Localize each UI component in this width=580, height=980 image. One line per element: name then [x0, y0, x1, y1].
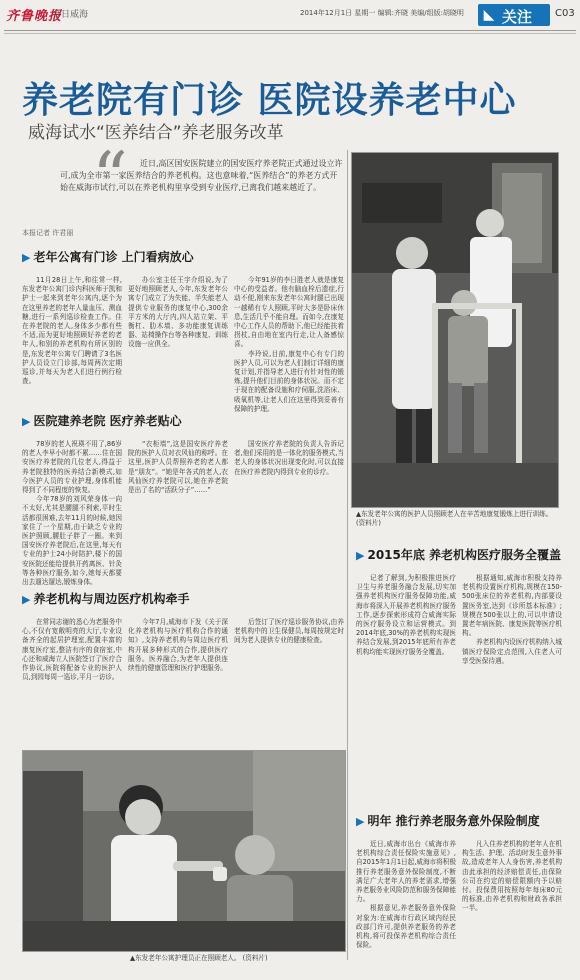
photo-rehab-training: [351, 152, 559, 508]
section-3-col-3: 后签订了医疗巡诊服务协议,由养老机构中的卫生保健员,每周按规定时间为老人提供专业的健康检查。: [234, 618, 344, 645]
section-3-col-1: 在常同志谢的悉心为老服务中心,不仅有宽敞明亮的大厅,专业设备齐全的起居护理室,配置丰富的康复医疗室,整洁有序的食宿室,中心还和威海立人医院签订了医疗合作协议,医院将配备专业的医护人员,到园每周一巡诊,平月一访诊。: [22, 618, 122, 682]
article-lede: 近日,高区国安医院建立的国安医疗养老院正式通过设立许可,成为全市第一家医养结合的养老机构。这也意味着,“医养结合”的养老方式开始在威海市试行,可以在养老机构里享受到专业医疗,已离我们越来越近了。: [60, 159, 343, 192]
section-title-1: ▶ 老年公寓有门诊 上门看病放心: [22, 250, 194, 264]
section-1-col-3: 今年91岁的李日胜老人就是康复中心的受益者。他有脑血栓后遗症,行动不便,刚来东发老年公寓时腿已出现一越稀有专人照顾,平时大多是卧床休息,生活几乎不能自理。而如今,在康复中心工作人员的帮助下,他已经能扶着拐杖,自由地在室内行走,让人备感惊喜。 李玲说,目前,康复中心有专门的医护人员,可以为老人们制订详细的康复计划,并指导老人进行有针对性的锻炼,提升他们目前的身体状况。而不定于现在的配备设施和疗伺服,洗浴床、吸氧机等,让老人们在这里得到妥善有保障的护理。: [234, 276, 344, 413]
section-title-2: ▶ 医院建养老院 医疗养老贴心: [22, 414, 182, 428]
date-line: 2014年12月1日 星期一 编辑:齐晓 美编/组版:胡晓明: [300, 9, 464, 17]
section-tab: [478, 4, 550, 26]
section-title-3: ▶ 养老机构与周边医疗机构牵手: [22, 592, 190, 606]
section-arrow-icon: ▶: [22, 415, 31, 428]
edition-name: 今日威海: [52, 10, 89, 20]
column-divider: [347, 150, 348, 960]
section-5-col-1: 近日,威海市出台《威海市养老机构综合责任保险实施意见》,自2015年1月1日起,威海市将积极推行养老服务意外保险制度,不断满足广大老年人的养老需求,增强养老服务业风险防范和服务保障能力。 根据意见,养老服务意外保险对象为:在威海市行政区域内经民政部门许可,提供养老服务的养老机构,将可投保养老机构综合责任保险。: [356, 840, 456, 950]
photo-caption-rehab: ▲东发老年公寓的医护人员照顾老人在辛苦地康复锻炼上进行训练。 (资料片): [356, 510, 553, 527]
section-label: 关注: [502, 8, 533, 26]
section-4-col-1: 记者了解到,为积极推进医疗卫生与养老服务融合发展,切实加强养老机构医疗服务保障功能,威海市将深入开展养老机构医疗服务工作,逐步探索形成符合威海实际的医疗服务设立和运营模式。到2014年底,30%的养老机构实现医养结合发展,到2015年底所有养老机构均能实现医疗服务全覆盖。: [356, 574, 456, 656]
section-arrow-icon: ▶: [356, 549, 365, 562]
section-1-col-2: 办公室主任王宇介绍说,为了更好地照顾老人,今年,东发老年公寓专门成立了为失能、半失能老人提供专业服务的康复中心,300余平方米的大厅内,四人站立架、平衡杠、肋木墙、多功能康复训练器、站椅操作台等各种康复、训练设施一应俱全。: [128, 276, 228, 349]
article-headline: 养老院有门诊 医院设养老中心: [22, 80, 517, 121]
photo-caregiver-feeding: [22, 750, 346, 952]
article-subhead: 威海试水“医养结合”养老服务改革: [28, 123, 284, 143]
photo-caption-caregiver: ▲东发老年公寓护理员正在照顾老人。 (资料片): [130, 954, 268, 962]
byline: 本报记者 许君丽: [22, 229, 74, 237]
page-number: C03: [555, 8, 575, 19]
section-arrow-icon: ▶: [356, 815, 365, 828]
header-rule: [4, 30, 576, 31]
section-4-col-2: 根据通知,威海市积极支持养老机构设置医疗机构,规模在150-500张床位的养老机构,内部要设置医务室,达到《诊所基本标准》;规模在500张以上的,可以申请设置老年病医院、康复医院等医疗机构。 养老机构内设医疗机构纳入城镇医疗保险定点范围,入住老人可享受医保待遇。: [462, 574, 562, 665]
section-title-5: ▶ 明年 推行养老服务意外保险制度: [356, 814, 540, 828]
section-5-col-2: 凡入住养老机构的老年人在机构生活、护理、活动时发生意外事故,造成老年人人身伤害,养老机构由此承担的经济赔偿责任,由保险公司在约定的赔偿限额内予以赔付。投保费用按照每年每床80元的标准,由养老机构和财政各承担一半。: [462, 840, 562, 913]
section-title-4: ▶ 2015年底 养老机构医疗服务全覆盖: [356, 548, 562, 562]
newspaper-logo: 齐鲁晚报: [6, 9, 63, 24]
section-bookmark-icon: ◣: [483, 7, 495, 23]
section-2-col-1: 78岁的老人祝瑛不用了,86岁的老人李早小时都不累……住在国安医疗养老院的几位老人,得益于养老院独特的医养结合新模式,如今医护人员的专业护理,身体机能得到了不同程度的恢复。 今年78岁的刘风荣身体一向不太好,尤其是腰腿不利索,平时生活都很困难,去年11月的时候,她因家住了一个星期,由于缺乏专业的医护照顾,腰肚子胖了一圈。来到国安医疗养老院后,在这里,每天有专业的护士24小时陪护,楼下的国安医院还能给提供开药离医、针灸等各种医疗服务,如今,她每天都要出去遛达遛达,锻炼身体。: [22, 440, 122, 587]
section-arrow-icon: ▶: [22, 251, 31, 264]
masthead: [0, 0, 580, 34]
quote-mark-icon: “: [92, 137, 128, 219]
header-rule-secondary: [4, 33, 576, 34]
section-2-col-3: 国安医疗养老院的负责人告诉记者,他们采用的是一体化的服务模式,当老人的身体状况出现变化时,可以直接在医疗养老院内得到专业的诊疗。: [234, 440, 344, 476]
section-3-col-2: 今年7月,威海市下发《关于深化养老机构与医疗机构合作的通知》,支持养老机构与周边医疗机构开展多种形式的合作,提供医疗服务。医养融合,为老年人提供连续性的健康管理和医疗护理服务。: [128, 618, 228, 673]
section-2-col-2: “衣柜墙”,这是国安医疗养老院的医护人员对衣风仙的称呼。在这里,医护人员帮照养老的老人都是“朋友”。“她是年各式的老人,衣风仙医疗养老院可以,她在养老院是出了名的“活跃分子”……”: [128, 440, 228, 495]
section-1-col-1: 11月28日上午,和往常一样,东发老年公寓门诊内科医师于凯和护士一起来到老年公寓内,逐个为在这里养老的老年人量血压、测血糖,进行一系列巡诊检查工作。住在养老院的老人,身体多少都有些不适,而为更好地照顾好养老的老年人,和别的养老机构有所区别的是,东发老年公寓专门聘请了3名医护人员设立门诊部,每周两次定期巡诊,并每天为老人们进行例行检查。: [22, 276, 122, 386]
section-arrow-icon: ▶: [22, 593, 31, 606]
